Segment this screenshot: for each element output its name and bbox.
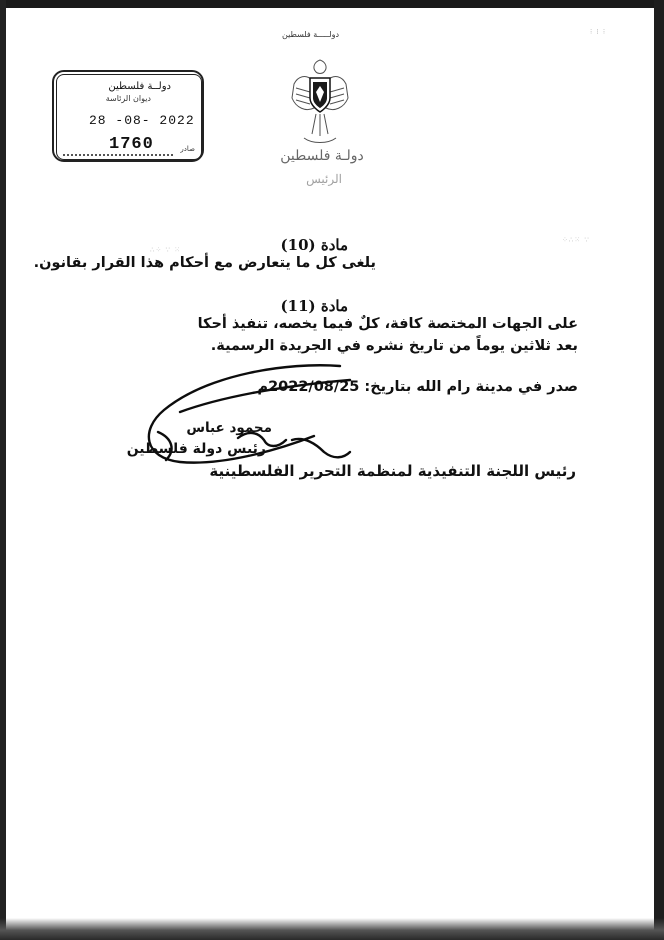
emblem-caption-president: الرئيس	[306, 172, 342, 186]
scan-border-left	[0, 0, 6, 940]
signatory-name: محمود عباس	[186, 420, 272, 436]
stamp-line-2: ديوان الرئاسة	[105, 94, 151, 103]
scan-noise: ⁘∴⁙ ∵	[562, 236, 590, 244]
article-10-heading: مادة (10)	[280, 236, 348, 254]
emblem-caption-state: دولـة فلسطين	[280, 148, 364, 164]
stamp-dotted-line	[63, 154, 173, 156]
scan-noise: ⁝ ⁞ ⁝	[590, 28, 607, 36]
letterhead-top-line: دولـــــة فلسطين	[282, 30, 340, 39]
signatory-title-2: رئيس اللجنة التنفيذية لمنظمة التحرير الفلسطينية	[209, 462, 576, 480]
scan-border-bottom	[0, 918, 664, 940]
article-10-text: يلغى كل ما يتعارض مع أحكام هذا القرار بقانون.	[33, 255, 376, 271]
stamp-number: 1760	[109, 135, 154, 154]
stamp-date: 28 -08- 2022	[89, 113, 195, 128]
incoming-stamp	[52, 70, 204, 162]
article-11-heading: مادة (11)	[280, 297, 348, 315]
signatory-title-1: رئيس دولة فلسطين	[126, 441, 266, 457]
scan-border-right	[654, 0, 664, 940]
article-11-line-2: بعد ثلاثين يوماً من تاريخ نشره في الجريدة الرسمية.	[210, 338, 578, 354]
eagle-emblem-icon	[286, 54, 354, 148]
issuance-line: صدر في مدينة رام الله بتاريخ: 2022/08/25م	[257, 379, 578, 395]
scan-border-top	[0, 0, 664, 8]
stamp-label: صادر	[180, 145, 195, 153]
scan-noise: ∴⁘ ∵ ⁙	[150, 246, 182, 254]
article-11-line-1: على الجهات المختصة كافة، كلٌ فيما يخصه، تنفيذ أحكا	[197, 316, 578, 332]
stamp-line-1: دولــة فلسطين	[108, 81, 171, 92]
